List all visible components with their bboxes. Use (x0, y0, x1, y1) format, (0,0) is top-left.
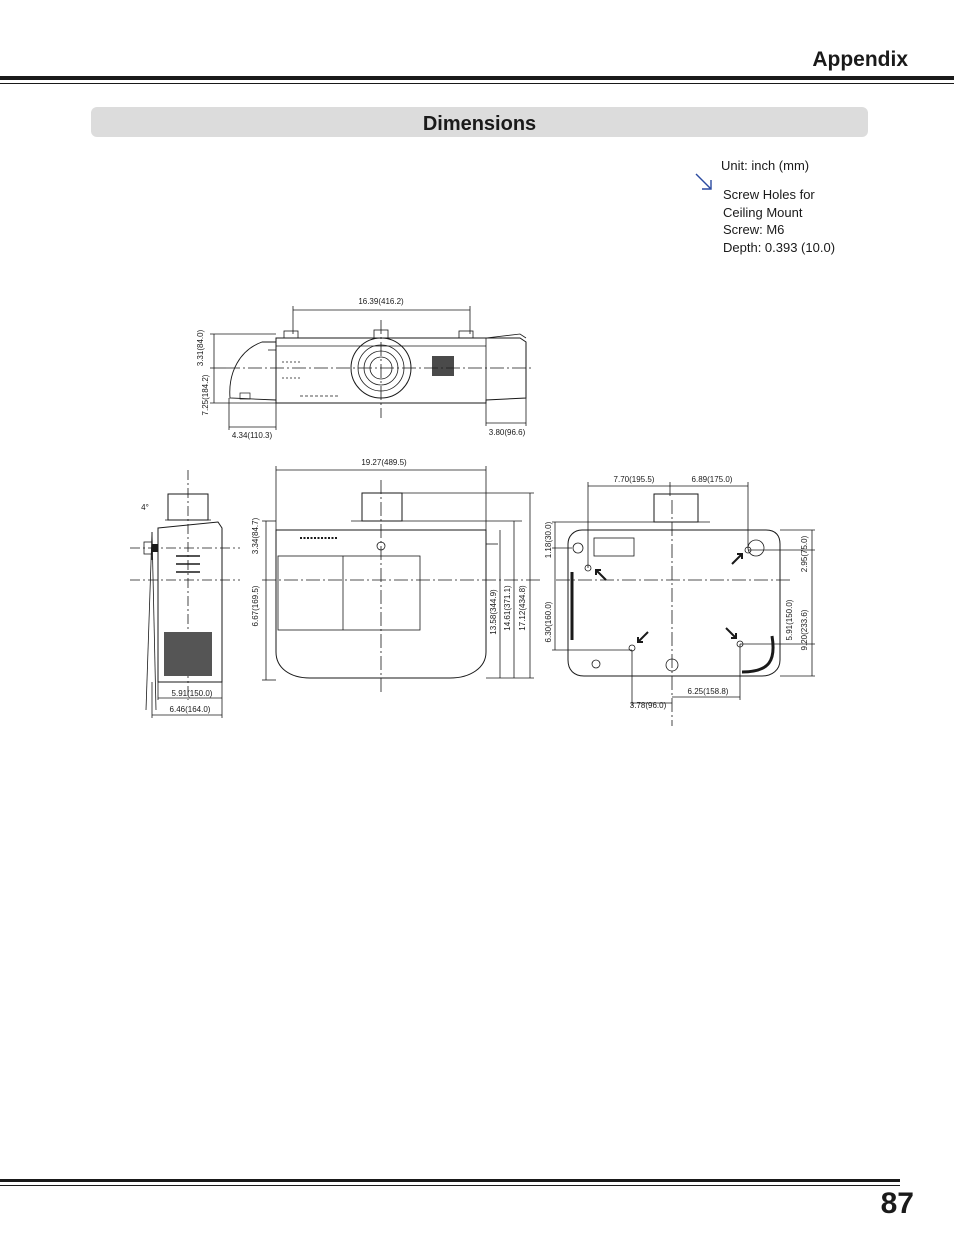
bottom-left-lower-label: 6.30(160.0) (544, 601, 553, 643)
screw-note-line: Screw: M6 (723, 222, 785, 237)
screw-note-line: Screw Holes for (723, 187, 815, 202)
bottom-right-3-label: 9.20(233.6) (800, 609, 809, 651)
front-height-total-label: 7.25(184.2) (201, 374, 210, 416)
front-width-label: 16.39(416.2) (358, 297, 404, 306)
page-title: Dimensions (422, 113, 537, 135)
bottom-left-upper-label: 1.18(30.0) (544, 521, 553, 559)
unit-note: Unit: inch (mm) (721, 158, 810, 173)
front-height-top-label: 3.31(84.0) (196, 329, 205, 367)
front-view (210, 306, 534, 430)
front-right-depth-label: 3.80(96.6) (488, 428, 526, 437)
screw-note-line: Depth: 0.393 (10.0) (723, 239, 836, 255)
top-depth-1-label: 13.58(344.9) (489, 589, 498, 635)
bottom-bottom-right-label: 6.25(158.8) (687, 687, 729, 696)
bottom-right-2-label: 5.91(150.0) (785, 599, 794, 641)
top-height-lower-label: 6.67(169.5) (251, 585, 260, 627)
bottom-view (552, 482, 815, 726)
top-depth-2-label: 14.61(371.1) (503, 585, 512, 631)
top-height-upper-label: 3.34(84.7) (251, 517, 260, 555)
side-inner-width-label: 5.91(150.0) (171, 689, 213, 698)
page-number: 87 (880, 1187, 914, 1220)
top-depth-3-label: 17.12(434.8) (518, 585, 527, 631)
bottom-left-width-label: 7.70(195.5) (613, 475, 655, 484)
front-left-depth-label: 4.34(110.3) (231, 431, 273, 440)
top-view (262, 466, 540, 692)
bottom-right-width-label: 6.89(175.0) (691, 475, 733, 484)
top-width-label: 19.27(489.5) (361, 458, 407, 467)
section-title: Appendix (812, 48, 908, 71)
bottom-right-1-label: 2.95(75.0) (800, 535, 809, 573)
bottom-bottom-left-label: 3.78(96.0) (629, 701, 667, 710)
footer-rule (0, 1179, 900, 1182)
footer-rule-thin (0, 1185, 900, 1186)
screw-note-line: Ceiling Mount (723, 204, 803, 220)
side-angle-label: 4° (141, 503, 149, 512)
side-outer-width-label: 6.46(164.0) (169, 705, 211, 714)
